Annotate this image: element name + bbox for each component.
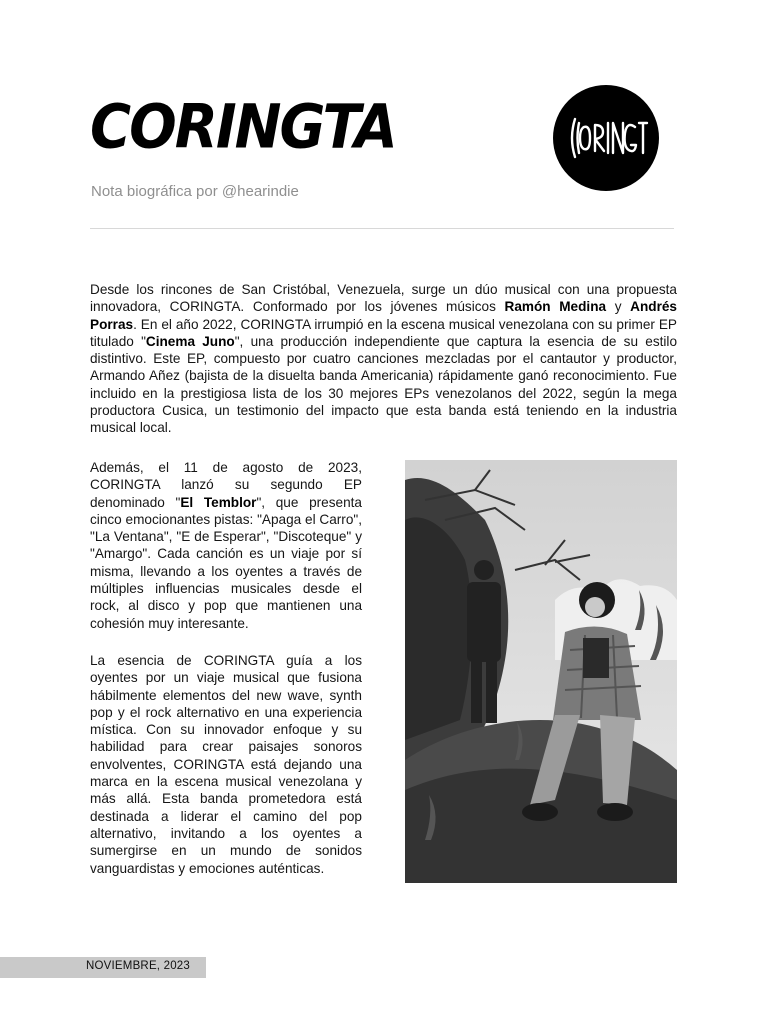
ep-title-2: El Temblor xyxy=(180,494,257,510)
bio-paragraph-2 xyxy=(90,459,362,632)
ep-title-1: Cinema Juno xyxy=(145,333,235,349)
band-logo xyxy=(553,85,659,191)
page-subtitle: Nota biográfica por @hearindie xyxy=(91,183,299,200)
band-title: CORINGTA xyxy=(90,92,396,163)
band-logo-art xyxy=(553,85,659,191)
band-photo-illustration xyxy=(405,460,677,883)
p1-text-c: y xyxy=(606,299,631,315)
member-name-1: Ramón Medina xyxy=(504,299,607,315)
bio-paragraph-1 xyxy=(90,281,677,437)
bio-paragraph-3: La esencia de CORINGTA guía a los oyentes por un viaje musical que fusiona hábilmente elementos del new wave, synth pop y el rock alternativo en una experiencia mística. Con su innovador enfoque y su habilidad para crear paisajes sonoros envolventes, CORINGTA está dejando una marca en la escena musical venezolana y más allá. Esta banda prometedora está destinada a liderar el camino del pop alternativo, invitando a los oyentes a sumergirse en un mundo de sonidos vanguardistas y emociones auténticas. xyxy=(90,653,362,876)
footer-date: NOVIEMBRE, 2023 xyxy=(86,960,190,972)
p2-text-a: Además, el 11 de agosto de 2023, CORINGTA lanzó su segundo EP denominado " xyxy=(90,460,362,510)
footer-date-bar xyxy=(0,957,206,978)
p1-text-a: Desde los rincones de San Cristóbal, Venezuela, surge un dúo musical con una propuesta innovadora, CORINGTA. Conformado por los jóvenes músicos xyxy=(90,282,677,315)
band-photo xyxy=(405,460,677,883)
p2-text-c: ", que presenta cinco emocionantes pistas: "Apaga el Carro", "La Ventana", "E de Esperar", "Discoteque" y "Amargo". Cada canción es un viaje por sí misma, llevando a los oyentes a través de múltiples influencias musicales desde el rock, al disco y pop que mantienen una cohesión muy interesante. xyxy=(90,494,362,631)
p1-text-e: ", una producción independiente que captura la esencia de su estilo distintivo. Este EP, compuesto por cuatro canciones mezcladas por el cantautor y productor, Armando Añez (bajista de la disuelta banda Americania) rápidamente ganó reconocimiento. Fue incluido en la prestigiosa lista de los 30 mejores EPs venezolanos del 2022, según la mega productora Cusica, un testimonio del impacto que esta banda está teniendo en la industria musical local. xyxy=(90,333,678,436)
header-divider xyxy=(90,228,674,229)
p1-text-d: . En el año 2022, CORINGTA irrumpió en la escena musical venezolana con su primer EP titulado " xyxy=(90,316,677,349)
member-name-2: Andrés Porras xyxy=(90,299,677,332)
